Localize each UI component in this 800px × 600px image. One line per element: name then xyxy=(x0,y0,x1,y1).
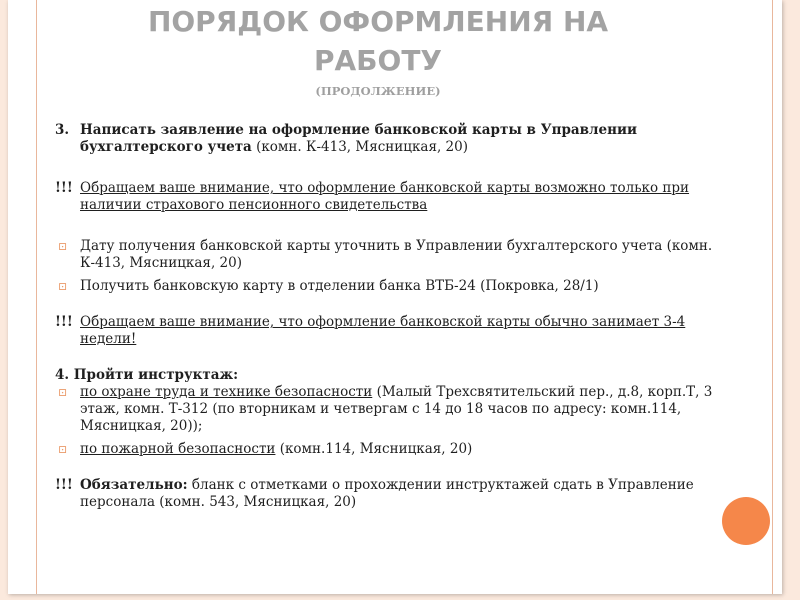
notice-2 xyxy=(55,314,735,348)
list-item-text: Получить банковскую карту в отделении банка ВТБ-24 (Покровка, 28/1) xyxy=(80,278,599,294)
step-4-title: 4. Пройти инструктаж: xyxy=(55,367,239,383)
slide xyxy=(8,0,782,594)
step-3-address: (комн. К-413, Мясницкая, 20) xyxy=(251,139,468,155)
square-bullet-icon: ⊡ xyxy=(58,240,68,253)
step-3-bold-text: Написать заявление на оформление банковской карты в Управлении бухгалтерского учета xyxy=(80,122,638,155)
step-3-number: 3. xyxy=(55,122,70,138)
list-item xyxy=(55,441,735,458)
notice-1 xyxy=(55,180,735,214)
list-item xyxy=(55,278,735,295)
list-item-text: (комн.114, Мясницкая, 20) xyxy=(275,441,473,457)
final-note xyxy=(55,477,735,511)
final-note-text: бланк с отметками о прохождении инструктажей сдать в Управление персонала (комн. 543, Мясницкая, 20) xyxy=(80,477,694,510)
notice-2-text: Обращаем ваше внимание, что оформление банковской карты обычно занимает 3-4 недели! xyxy=(80,314,686,347)
page-title xyxy=(68,2,688,80)
square-bullet-icon: ⊡ xyxy=(58,386,68,399)
list-item-text: Дату получения банковской карты уточнить в Управлении бухгалтерского учета (комн. К-413, Мясницкая, 20) xyxy=(80,238,713,271)
square-bullet-icon: ⊡ xyxy=(58,280,68,293)
final-note-marks: !!! xyxy=(55,477,73,493)
title-line-2: РАБОТУ xyxy=(313,44,443,77)
list-item xyxy=(55,238,735,272)
step-4 xyxy=(55,367,735,384)
subtitle: (ПРОДОЛЖЕНИЕ) xyxy=(315,84,441,98)
left-border-line xyxy=(36,0,37,594)
notice-2-marks: !!! xyxy=(55,314,73,330)
list-item-text: (Малый Трехсвятительский пер., д.8, корп.Т, 3 этаж, комн. Т-312 (по вторникам и четвергам с 14 до 18 часов по адресу: комн.114, Мясницкая, 20)); xyxy=(80,384,713,434)
fire-safety-link[interactable]: по пожарной безопасности xyxy=(80,441,276,457)
notice-1-text: Обращаем ваше внимание, что оформление банковской карты возможно только при наличии страхового пенсионного свидетельства xyxy=(80,180,690,213)
list-item xyxy=(55,384,735,435)
final-note-bold: Обязательно: xyxy=(80,477,188,493)
safety-instruction-link[interactable]: по охране труда и технике безопасности xyxy=(80,384,373,400)
title-line-1: ПОРЯДОК ОФОРМЛЕНИЯ НА xyxy=(147,5,609,38)
right-border-line xyxy=(772,0,773,594)
step-3 xyxy=(55,122,735,156)
notice-1-marks: !!! xyxy=(55,180,73,196)
slide-content xyxy=(55,122,735,511)
square-bullet-icon: ⊡ xyxy=(58,443,68,456)
